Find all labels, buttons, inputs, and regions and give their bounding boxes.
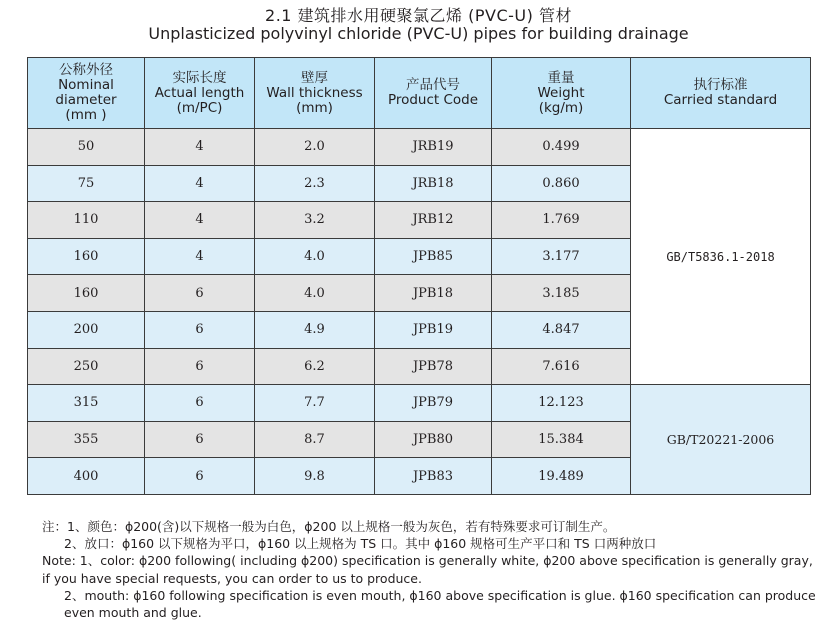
cell-wall: 7.7 [255, 385, 375, 422]
header-unit: (kg/m) [538, 99, 584, 116]
header-actual-length [145, 58, 255, 129]
header-carried-standard [631, 58, 811, 129]
cell-weight: 3.185 [492, 275, 631, 312]
cell-wall: 4.0 [255, 275, 375, 312]
cell-weight: 3.177 [492, 238, 631, 275]
header-cn: 壁厚 [301, 69, 328, 86]
cell-weight: 12.123 [492, 385, 631, 422]
header-en: Wall thickness [266, 84, 363, 101]
cell-length: 4 [145, 202, 255, 239]
header-cn: 重量 [547, 69, 575, 86]
page-title-chinese: 2.1 建筑排水用硬聚氯乙烯 (PVC-U) 管材 [265, 6, 572, 25]
cell-length: 6 [145, 385, 255, 422]
header-weight [492, 58, 631, 129]
cell-length: 6 [145, 311, 255, 348]
header-en: Actual length [154, 84, 245, 101]
cell-wall: 3.2 [255, 202, 375, 239]
cell-diameter: 50 [28, 129, 145, 166]
cell-length: 4 [145, 238, 255, 275]
cell-code: JPB85 [375, 238, 492, 275]
header-unit: (m/PC) [176, 99, 223, 116]
cell-weight: 0.499 [492, 129, 631, 166]
header-en: Carried standard [663, 92, 778, 108]
cell-diameter: 110 [28, 202, 145, 239]
cell-diameter: 200 [28, 311, 145, 348]
note-cn-color: 注：1、颜色：ϕ200(含)以下规格一般为白色，ϕ200 以上规格一般为灰色，若有特殊要求可订制生产。 [42, 519, 616, 534]
note-en-color: Note: 1、color: ϕ200 following( including ϕ200) specification is generally white, ϕ200 above specification is generally gray, if you have special requests, you can order to us to produce. [42, 553, 813, 586]
cell-code: JPB83 [375, 458, 492, 495]
header-en: Weight [537, 84, 585, 101]
cell-wall: 4.0 [255, 238, 375, 275]
cell-length: 6 [145, 348, 255, 385]
page-title-english: Unplasticized polyvinyl chloride (PVC-U) pipes for building drainage [148, 24, 689, 43]
cell-weight: 7.616 [492, 348, 631, 385]
header-cn: 产品代号 [406, 77, 460, 93]
header-wall-thickness [255, 58, 375, 129]
header-product-code [375, 58, 492, 129]
cell-length: 6 [145, 421, 255, 458]
note-en-mouth: 2、mouth: ϕ160 following specification is even mouth, ϕ160 above specification is glue. ϕ160 specification can produce even mouth and glue. [64, 587, 816, 621]
note-cn-mouth: 2、放口：ϕ160 以下规格为平口，ϕ160 以上规格为 TS 口。其中 ϕ160 规格可生产平口和 TS 口两种放口 [64, 536, 657, 552]
cell-code: JPB19 [375, 311, 492, 348]
cell-code: JRB18 [375, 165, 492, 202]
cell-weight: 15.384 [492, 421, 631, 458]
cell-wall: 6.2 [255, 348, 375, 385]
cell-length: 6 [145, 275, 255, 312]
cell-diameter: 160 [28, 275, 145, 312]
cell-length: 6 [145, 458, 255, 495]
header-cn: 执行标准 [693, 77, 748, 93]
cell-code: JPB80 [375, 421, 492, 458]
header-unit: (mm ) [65, 107, 107, 123]
cell-wall: 4.9 [255, 311, 375, 348]
cell-code: JPB18 [375, 275, 492, 312]
header-cn: 公称外径 [59, 62, 113, 78]
cell-code: JPB78 [375, 348, 492, 385]
cell-wall: 9.8 [255, 458, 375, 495]
notes-section [42, 518, 817, 621]
cell-diameter: 400 [28, 458, 145, 495]
cell-standard: GB/T20221-2006 [631, 385, 811, 495]
cell-weight: 4.847 [492, 311, 631, 348]
cell-standard: GB/T5836.1-2018 [631, 129, 811, 385]
header-en: Product Code [387, 92, 479, 108]
header-unit: (mm) [296, 99, 333, 116]
cell-wall: 8.7 [255, 421, 375, 458]
table-header-row [28, 58, 811, 129]
cell-diameter: 160 [28, 238, 145, 275]
header-nominal-diameter [28, 58, 145, 129]
cell-diameter: 75 [28, 165, 145, 202]
cell-diameter: 250 [28, 348, 145, 385]
table-row [28, 129, 811, 166]
cell-code: JRB19 [375, 129, 492, 166]
header-cn: 实际长度 [172, 69, 227, 86]
cell-wall: 2.0 [255, 129, 375, 166]
pipe-spec-table [27, 57, 811, 495]
cell-weight: 19.489 [492, 458, 631, 495]
cell-length: 4 [145, 165, 255, 202]
cell-weight: 1.769 [492, 202, 631, 239]
table-row [28, 385, 811, 422]
cell-wall: 2.3 [255, 165, 375, 202]
cell-diameter: 315 [28, 385, 145, 422]
cell-code: JRB12 [375, 202, 492, 239]
cell-length: 4 [145, 129, 255, 166]
cell-code: JPB79 [375, 385, 492, 422]
cell-weight: 0.860 [492, 165, 631, 202]
cell-diameter: 355 [28, 421, 145, 458]
header-en: Nominal diameter [55, 77, 117, 108]
